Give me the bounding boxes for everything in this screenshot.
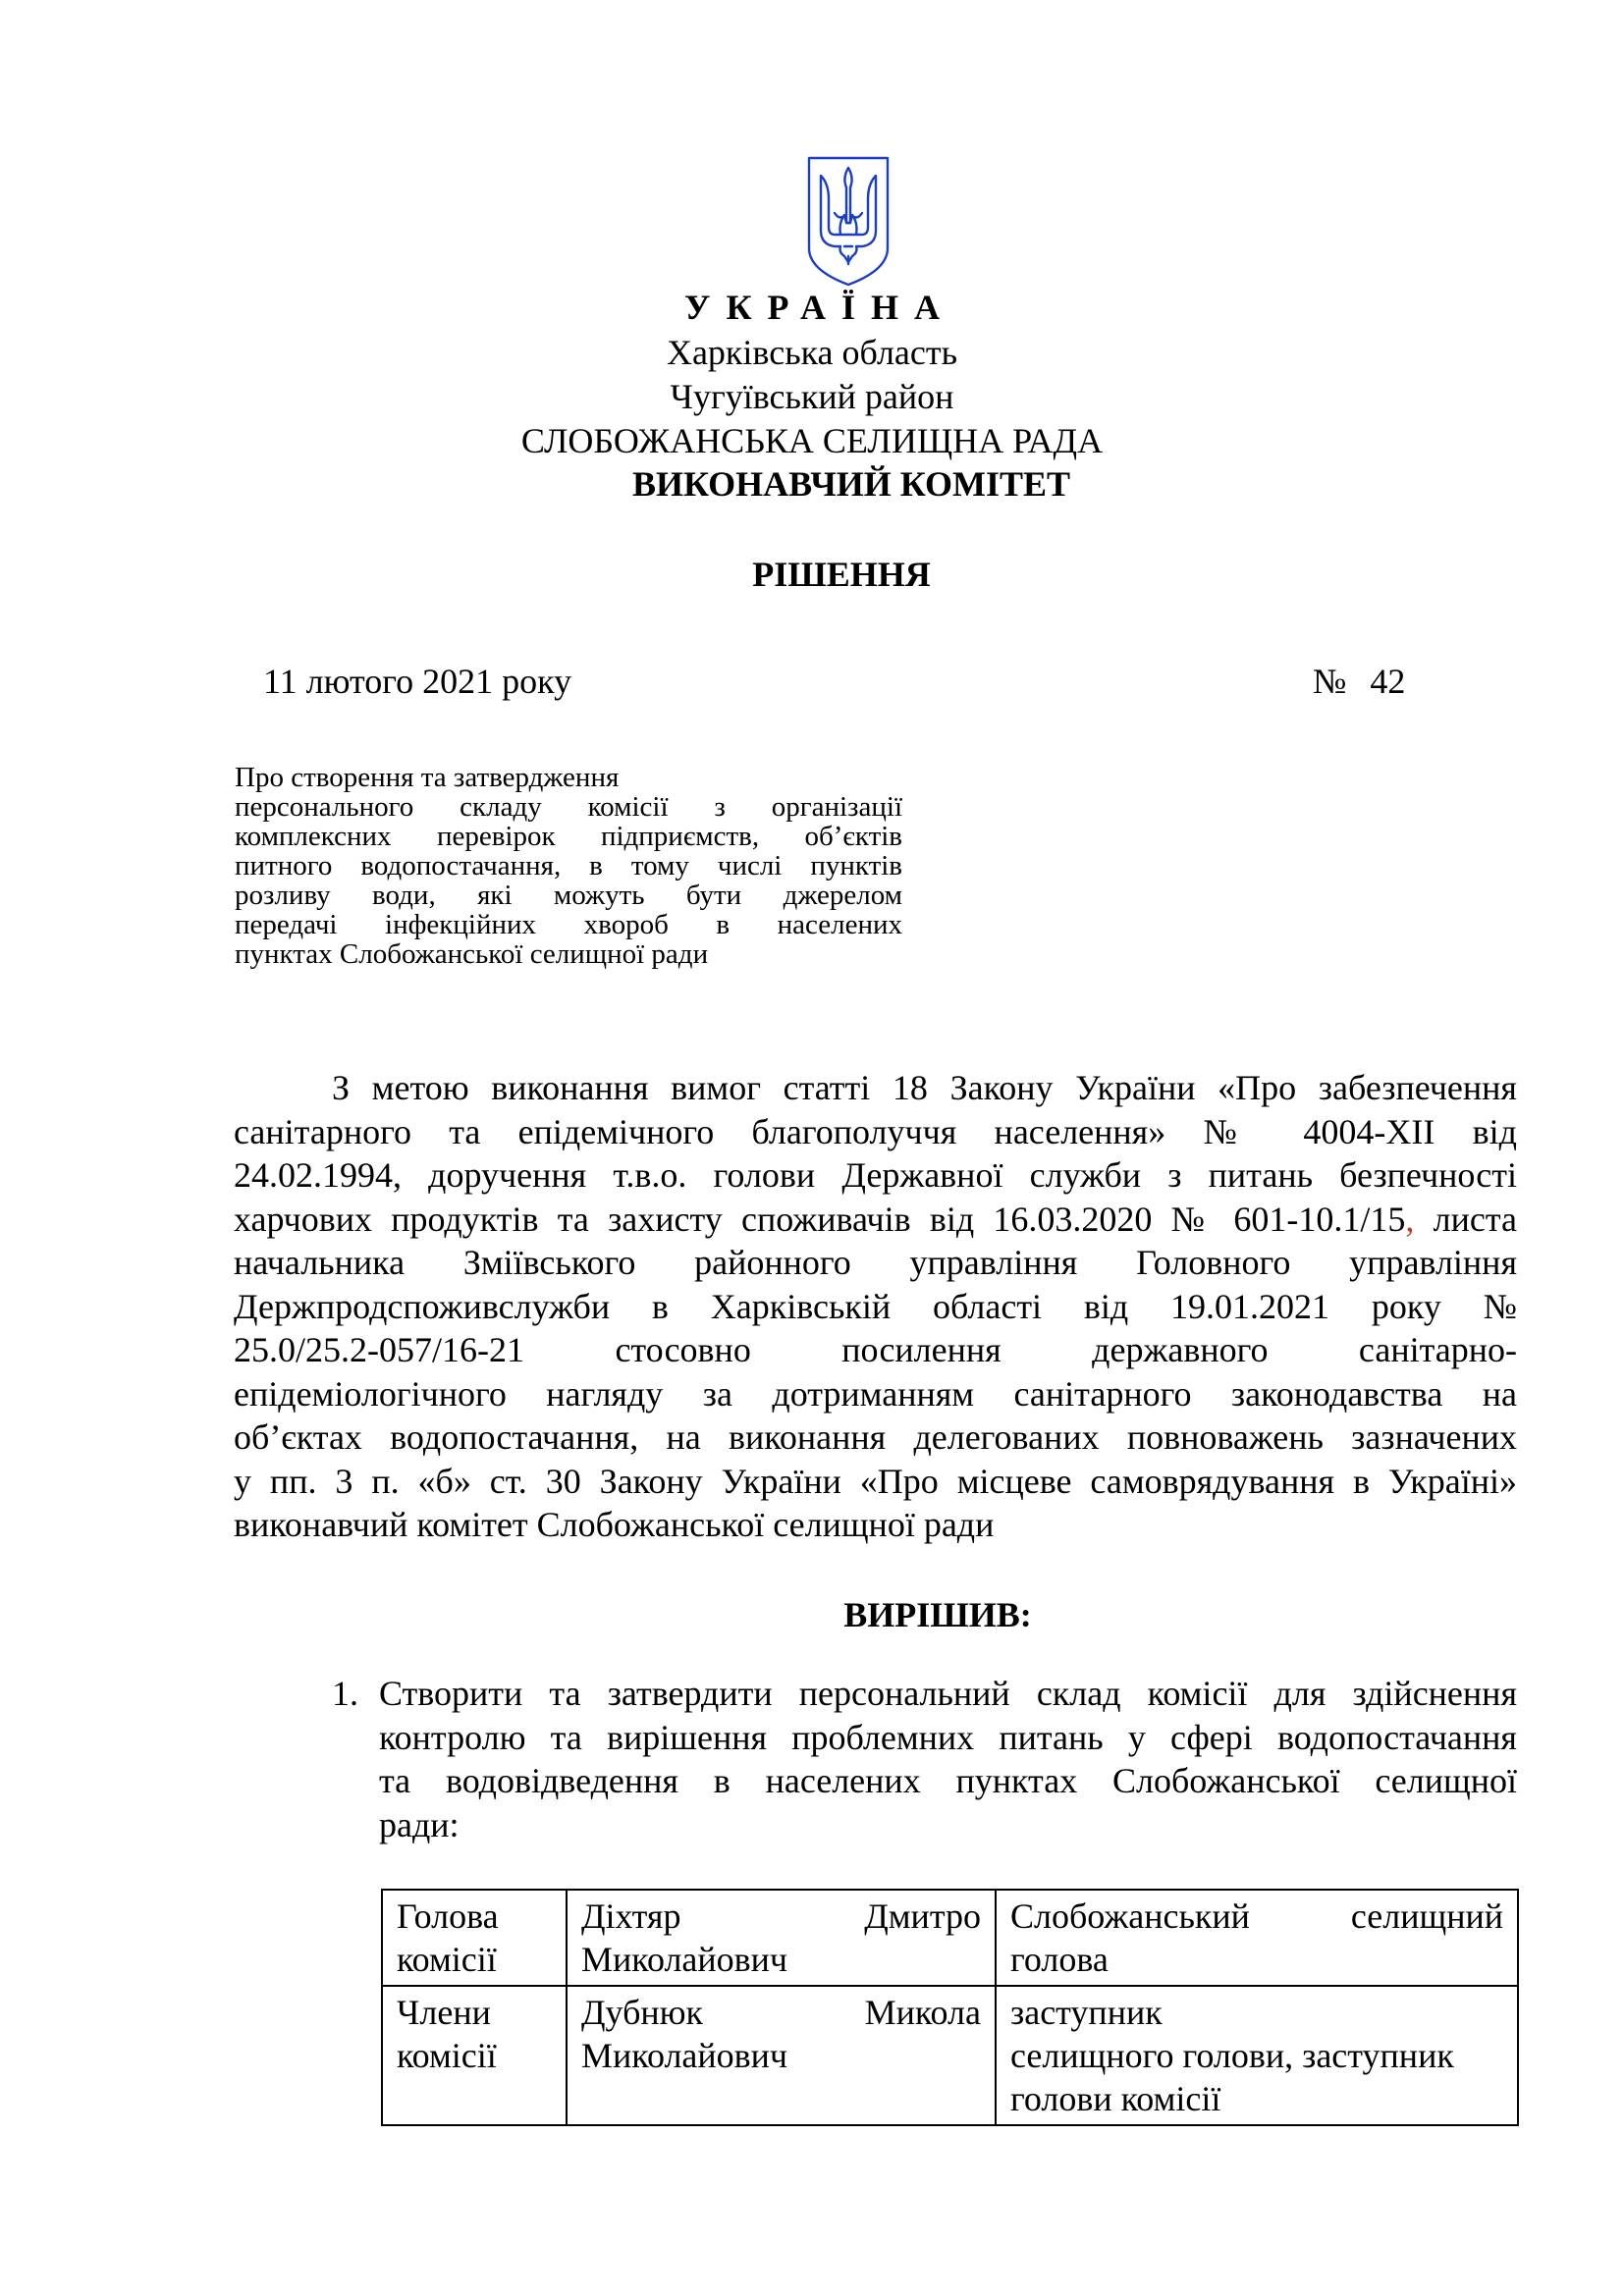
given-name: Дмитро bbox=[864, 1896, 981, 1936]
role-text: Голова bbox=[397, 1896, 499, 1936]
list-item-line: та водовідведення в населених пунктах Слобожанської селищної bbox=[379, 1761, 1517, 1800]
decision-heading: ВИРІШИВ: bbox=[843, 1595, 1032, 1634]
name-line bbox=[581, 1991, 981, 2034]
red-comma: , bbox=[1405, 1199, 1415, 1239]
preamble-line: 24.02.1994, доручення т.в.о. голови Державної служби з питань безпечності bbox=[234, 1155, 1517, 1195]
name-cell bbox=[567, 1986, 996, 2125]
position-text: заступник bbox=[1010, 1993, 1163, 2032]
position-text: селищного голови, заступник bbox=[1010, 2036, 1454, 2075]
list-item-line: контролю та вирішення проблемних питань у сфері водопостачання bbox=[379, 1717, 1517, 1757]
position-text: Слобожанський селищний bbox=[1010, 1896, 1503, 1936]
decision-subject bbox=[235, 763, 902, 969]
document-type-heading: РІШЕННЯ bbox=[752, 555, 931, 594]
commission-members-table bbox=[381, 1889, 1519, 2126]
patronymic: Миколайович bbox=[581, 2036, 788, 2075]
preamble-line: виконавчий комітет Слобожанської селищної ради bbox=[234, 1505, 995, 1544]
list-item-marker: 1. bbox=[332, 1674, 358, 1713]
role-cell bbox=[382, 1890, 567, 1986]
subject-line: питного водопостачання, в тому числі пунктів bbox=[235, 850, 902, 881]
oblast-line: Харківська область bbox=[666, 333, 958, 372]
name-cell bbox=[567, 1890, 996, 1986]
position-text: голови комісії bbox=[1010, 2079, 1221, 2118]
preamble-line: 25.0/25.2-057/16-21 стосовно посилення державного санітарно- bbox=[234, 1330, 1517, 1369]
name-line bbox=[581, 1895, 981, 1938]
decision-number bbox=[1313, 661, 1405, 702]
subject-line: персонального складу комісії з організації bbox=[235, 791, 902, 823]
council-name: СЛОБОЖАНСЬКА СЕЛИЩНА РАДА bbox=[520, 421, 1104, 460]
position-cell bbox=[996, 1986, 1518, 2125]
patronymic: Миколайович bbox=[581, 1940, 788, 1979]
role-cell bbox=[382, 1986, 567, 2125]
subject-line: передачі інфекційних хвороб в населених bbox=[235, 909, 902, 940]
table-row bbox=[382, 1890, 1518, 1986]
preamble-line: санітарного та епідемічного благополуччя населення» № 4004-ХІІ від bbox=[234, 1111, 1517, 1151]
raion-line: Чугуївський район bbox=[670, 377, 954, 416]
preamble-line: об’єктах водопостачання, на виконання делегованих повноважень зазначених bbox=[234, 1417, 1517, 1457]
role-text: комісії bbox=[397, 2036, 497, 2075]
preamble-line-part: харчових продуктів та захисту споживачів від 16.03.2020 № 601-10.1/15 bbox=[234, 1199, 1406, 1239]
surname: Дубнюк bbox=[581, 1993, 704, 2032]
role-text: комісії bbox=[397, 1940, 497, 1979]
preamble-line: Держпродспоживслужби в Харківській області від 19.01.2021 року № bbox=[234, 1286, 1517, 1326]
position-cell bbox=[996, 1890, 1518, 1986]
number-sign: № bbox=[1313, 662, 1347, 701]
given-name: Микола bbox=[864, 1993, 981, 2032]
executive-committee-heading: ВИКОНАВЧИЙ КОМІТЕТ bbox=[631, 464, 1071, 504]
list-item-line: Створити та затвердити персональний склад комісії для здійснення bbox=[379, 1674, 1517, 1713]
preamble-line: начальника Зміївського районного управління Головного управління bbox=[234, 1243, 1517, 1282]
role-text: Члени bbox=[397, 1993, 491, 2032]
preamble-line bbox=[234, 1198, 1517, 1242]
subject-line: комплексних перевірок підприємств, об’єктів bbox=[235, 821, 902, 852]
decision-date: 11 лютого 2021 року bbox=[263, 662, 572, 701]
preamble-line: епідеміологічного нагляду за дотриманням санітарного законодавства на bbox=[234, 1373, 1517, 1414]
country-heading: УКРАЇНА bbox=[684, 288, 955, 327]
list-item-body bbox=[379, 1672, 1517, 1846]
preamble-line: у пп. 3 п. «б» ст. 30 Закону України «Про місцеве самоврядування в Україні» bbox=[234, 1461, 1517, 1501]
number-value: 42 bbox=[1370, 662, 1406, 701]
preamble-line-part: листа bbox=[1414, 1199, 1518, 1239]
subject-line: Про створення та затвердження bbox=[235, 762, 620, 793]
preamble-paragraph bbox=[234, 1066, 1517, 1547]
list-item-line: ради: bbox=[379, 1804, 460, 1844]
subject-line: розливу води, які можуть бути джерелом bbox=[235, 880, 902, 911]
subject-line: пунктах Слобожанської селищної ради bbox=[235, 938, 709, 970]
position-text: голова bbox=[1010, 1940, 1109, 1979]
table-row bbox=[382, 1986, 1518, 2125]
surname: Діхтяр bbox=[581, 1896, 681, 1936]
preamble-line: З метою виконання вимог статті 18 Закону України «Про забезпечення bbox=[332, 1068, 1517, 1107]
tryzub-emblem-icon bbox=[805, 154, 892, 289]
